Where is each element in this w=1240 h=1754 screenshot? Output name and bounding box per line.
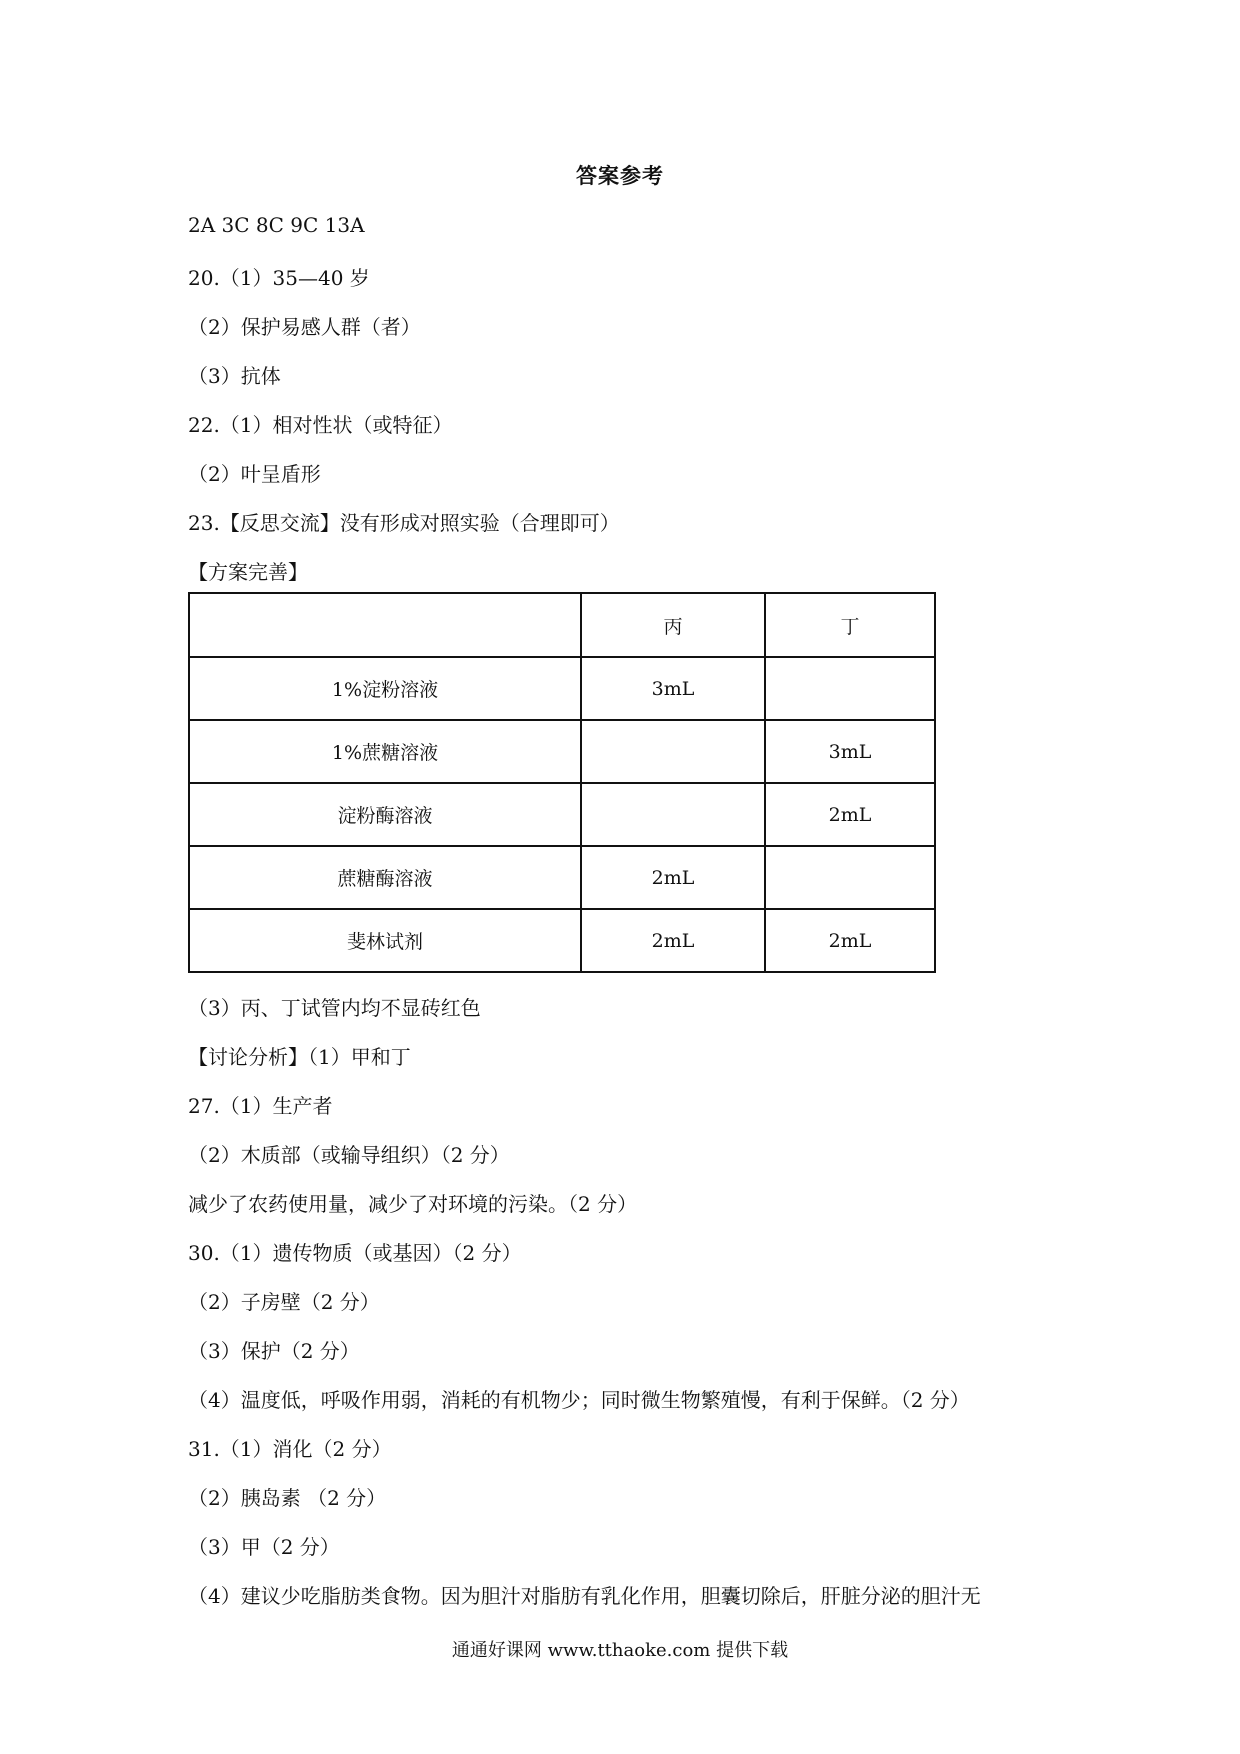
q30-part1: 30.（1）遗传物质（或基因）（2 分） (188, 1241, 522, 1265)
table-cell: 1%淀粉溶液 (189, 657, 581, 720)
choice-answers: 2A 3C 8C 9C 13A (188, 213, 365, 237)
q20-part2: （2）保护易感人群（者） (188, 315, 421, 339)
q30-part3: （3）保护（2 分） (188, 1339, 360, 1363)
table-header-cell (189, 593, 581, 657)
table-cell: 2mL (765, 783, 935, 846)
table-cell: 斐林试剂 (189, 909, 581, 972)
q31-part2: （2）胰岛素 （2 分） (188, 1486, 387, 1510)
table-cell: 2mL (581, 909, 765, 972)
q27-part1: 27.（1）生产者 (188, 1094, 333, 1118)
plan-table (188, 592, 936, 973)
table-header-cell: 丙 (581, 593, 765, 657)
table-cell: 淀粉酶溶液 (189, 783, 581, 846)
q31-part1: 31.（1）消化（2 分） (188, 1437, 392, 1461)
q23-reflection: 23.【反思交流】没有形成对照实验（合理即可） (188, 511, 620, 535)
table-cell (765, 657, 935, 720)
table-cell (765, 846, 935, 909)
table-row (189, 909, 935, 972)
table-cell: 3mL (581, 657, 765, 720)
q31-part3: （3）甲（2 分） (188, 1535, 340, 1559)
table-header-cell: 丁 (765, 593, 935, 657)
table-row (189, 846, 935, 909)
table-row (189, 657, 935, 720)
page-footer: 通通好课网 www.tthaoke.com 提供下载 (451, 1640, 789, 1661)
q20-part3: （3）抗体 (188, 364, 281, 388)
q30-part2: （2）子房壁（2 分） (188, 1290, 380, 1314)
table-header-row (189, 593, 935, 657)
q22-part2: （2）叶呈盾形 (188, 462, 321, 486)
q20-part1: 20.（1）35—40 岁 (188, 266, 370, 290)
page-title: 答案参考 (576, 163, 664, 188)
q30-part4: （4）温度低，呼吸作用弱，消耗的有机物少；同时微生物繁殖慢，有利于保鲜。（2 分） (188, 1388, 970, 1412)
table-cell (581, 783, 765, 846)
table-cell: 3mL (765, 720, 935, 783)
table-cell: 蔗糖酶溶液 (189, 846, 581, 909)
table-cell (581, 720, 765, 783)
table-cell: 2mL (581, 846, 765, 909)
q31-part4: （4）建议少吃脂肪类食物。因为胆汁对脂肪有乳化作用，胆囊切除后，肝脏分泌的胆汁无 (188, 1584, 981, 1608)
q22-part1: 22.（1）相对性状（或特征） (188, 413, 453, 437)
table-row (189, 783, 935, 846)
table-row (189, 720, 935, 783)
q23-discussion: 【讨论分析】（1）甲和丁 (188, 1045, 411, 1069)
q27-part3: 减少了农药使用量，减少了对环境的污染。（2 分） (188, 1192, 638, 1216)
q23-part3: （3）丙、丁试管内均不显砖红色 (188, 996, 481, 1020)
table-cell: 1%蔗糖溶液 (189, 720, 581, 783)
q23-plan-heading: 【方案完善】 (188, 560, 308, 584)
q27-part2: （2）木质部（或输导组织）（2 分） (188, 1143, 510, 1167)
table-cell: 2mL (765, 909, 935, 972)
